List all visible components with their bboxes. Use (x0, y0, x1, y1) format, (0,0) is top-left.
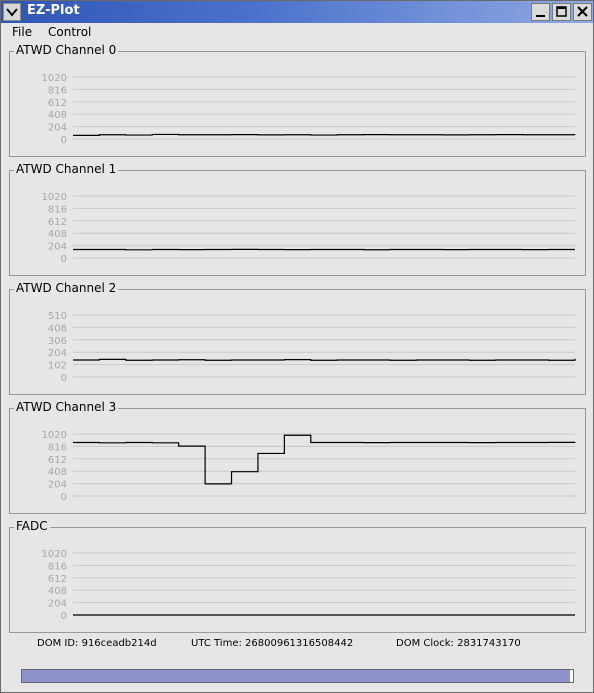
y-tick-label: 1020 (41, 73, 67, 84)
y-tick-label: 0 (60, 254, 67, 265)
minimize-button[interactable] (531, 3, 550, 21)
maximize-icon (553, 4, 570, 20)
y-tick-label: 204 (47, 122, 67, 134)
y-tick-label: 816 (47, 204, 67, 216)
atwd-channel-0-plot (10, 52, 585, 156)
dom-clock-label: DOM Clock: 2831743170 (396, 638, 521, 649)
window-title: EZ-Plot (27, 3, 80, 18)
panel-title: ATWD Channel 1 (16, 162, 117, 176)
waveform-trace (73, 134, 575, 135)
atwd-channel-2-panel (9, 281, 586, 395)
y-tick-label: 204 (47, 598, 67, 610)
panel-title: ATWD Channel 2 (16, 281, 117, 295)
panel-title: FADC (16, 519, 48, 533)
atwd-channel-1-panel (9, 162, 586, 276)
atwd-channel-0-panel (9, 43, 586, 157)
y-tick-label: 1020 (41, 192, 67, 203)
panel-title: ATWD Channel 0 (16, 43, 117, 57)
y-tick-label: 204 (47, 348, 67, 360)
menu-control[interactable]: Control (48, 25, 92, 39)
y-tick-label: 612 (47, 216, 67, 228)
y-tick-label: 612 (47, 454, 67, 466)
dom-id-label: DOM ID: 916ceadb214d (37, 638, 157, 649)
menu-file[interactable]: File (12, 25, 33, 39)
utc-time-label: UTC Time: 26800961316508442 (191, 638, 354, 649)
y-tick-label: 102 (47, 360, 67, 372)
atwd-channel-3-panel (9, 400, 586, 514)
close-button[interactable] (573, 3, 592, 21)
y-tick-label: 510 (47, 311, 67, 322)
fadc-plot (10, 528, 585, 632)
y-tick-label: 408 (47, 323, 67, 335)
maximize-button[interactable] (552, 3, 571, 21)
y-tick-label: 1020 (41, 430, 67, 441)
atwd-channel-2-plot (10, 290, 585, 394)
waveform-trace (73, 359, 575, 360)
y-tick-label: 1020 (41, 549, 67, 560)
y-tick-label: 816 (47, 561, 67, 573)
menu-bar (1, 23, 593, 41)
title-bar[interactable] (1, 1, 593, 23)
y-tick-label: 408 (47, 229, 67, 241)
panel-title: ATWD Channel 3 (16, 400, 117, 414)
y-tick-label: 204 (47, 479, 67, 491)
y-tick-label: 0 (60, 373, 67, 384)
waveform-trace (73, 435, 575, 484)
minimize-icon (532, 4, 549, 20)
y-tick-label: 408 (47, 586, 67, 598)
close-icon (574, 4, 591, 20)
y-tick-label: 816 (47, 85, 67, 97)
y-tick-label: 0 (60, 492, 67, 503)
y-tick-label: 0 (60, 135, 67, 146)
fadc-panel (9, 519, 586, 633)
y-tick-label: 0 (60, 611, 67, 622)
y-tick-label: 306 (47, 335, 67, 347)
progress-bar (21, 669, 574, 683)
atwd-channel-3-plot (10, 409, 585, 513)
y-tick-label: 408 (47, 467, 67, 479)
y-tick-label: 408 (47, 110, 67, 122)
window-menu-button[interactable] (3, 3, 21, 21)
y-tick-label: 612 (47, 97, 67, 109)
progress-fill (22, 670, 570, 682)
chevron-down-icon (4, 4, 20, 20)
atwd-channel-1-plot (10, 171, 585, 275)
y-tick-label: 204 (47, 241, 67, 253)
y-tick-label: 816 (47, 442, 67, 454)
y-tick-label: 612 (47, 573, 67, 585)
